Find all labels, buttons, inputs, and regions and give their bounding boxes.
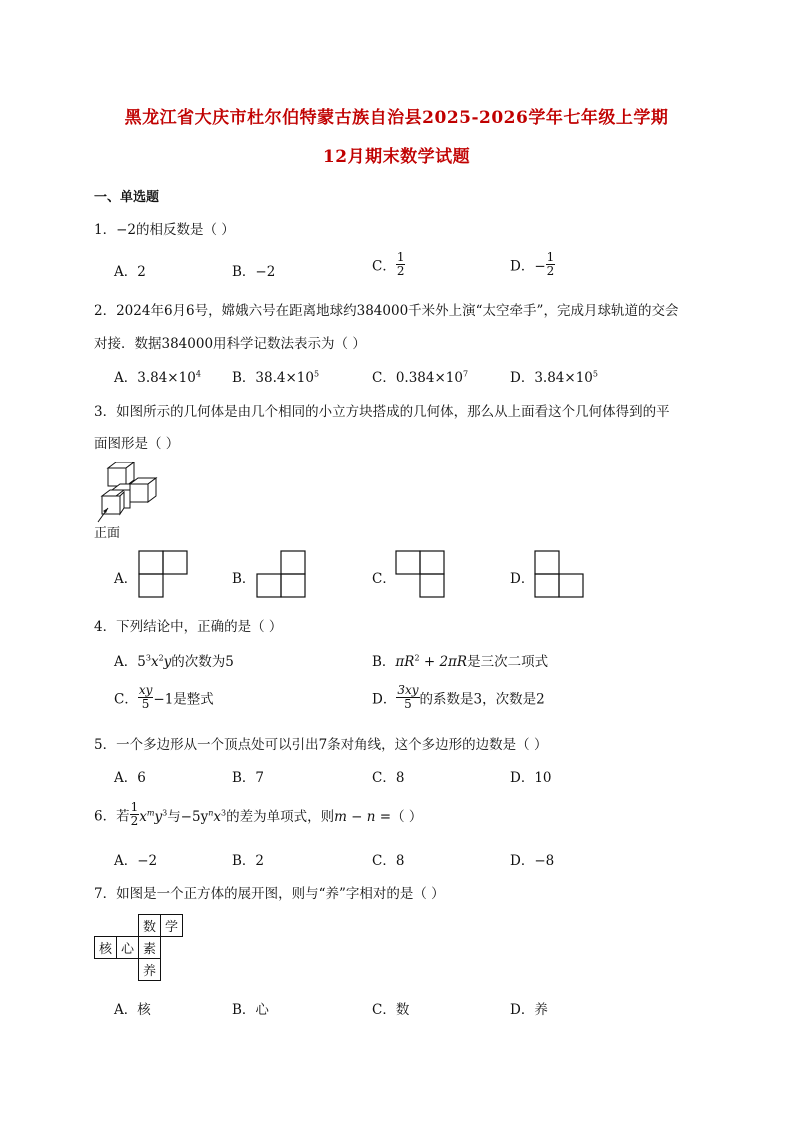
q4-option-a[interactable] xyxy=(114,650,234,670)
q2-option-a-text: A．3.84×10 xyxy=(114,370,196,386)
q4-a-exp: 3 xyxy=(145,653,151,663)
question-2-line2: 对接．数据384000用科学记数法表示为（ ） xyxy=(94,336,366,352)
q3-option-d[interactable]: D． xyxy=(510,571,535,587)
q2-option-b-text: B．38.4×10 xyxy=(232,370,314,386)
q1-option-a[interactable]: A．2 xyxy=(114,264,146,280)
q4-option-a-label: A． xyxy=(114,654,138,670)
q6-exp-3: 3 xyxy=(162,808,168,817)
q6-tail: 的差为单项式，则 xyxy=(226,808,335,825)
q6-x: x xyxy=(139,808,147,825)
q4-c-fraction xyxy=(138,684,154,711)
q1-option-c[interactable] xyxy=(372,251,405,278)
fraction-numerator: 1 xyxy=(130,800,139,814)
fraction-denominator: 5 xyxy=(404,697,412,711)
q6-exp-3b: 3 xyxy=(221,808,227,817)
q4-a-tail: 的次数为5 xyxy=(171,654,234,670)
q2-option-c[interactable] xyxy=(372,366,468,386)
q6-option-c[interactable]: C．8 xyxy=(372,853,405,869)
q4-b-term2: + 2πR xyxy=(419,654,468,670)
q4-option-c-label: C． xyxy=(114,691,138,708)
q5-option-d[interactable]: D．10 xyxy=(510,770,552,786)
front-label: 正面 xyxy=(94,526,121,541)
q2-option-a-exponent: 4 xyxy=(195,369,201,379)
q3-option-d-figure xyxy=(534,550,584,598)
q2-option-d-exponent: 5 xyxy=(592,369,598,379)
q6-option-b[interactable]: B．2 xyxy=(232,853,265,869)
q4-option-d[interactable] xyxy=(372,684,545,711)
q6-expr: m − n = xyxy=(334,808,392,825)
fraction-numerator: xy xyxy=(138,683,153,697)
q1-option-d[interactable] xyxy=(510,251,555,278)
q2-option-d-text: D．3.84×10 xyxy=(510,370,593,386)
question-7-stem: 7．如图是一个正方体的展开图，则与“养”字相对的是（ ） xyxy=(94,886,445,902)
question-6-stem xyxy=(94,801,422,828)
q1-option-c-fraction xyxy=(396,251,406,278)
q4-option-b-label: B． xyxy=(372,654,396,670)
q7-option-d[interactable]: D．养 xyxy=(510,1002,548,1018)
q3-option-c-figure xyxy=(395,550,445,598)
q1-option-d-label: D．− xyxy=(510,258,546,275)
q1-option-d-fraction xyxy=(546,251,556,278)
question-3-line2: 面图形是（ ） xyxy=(94,436,180,452)
q3-option-b-figure xyxy=(256,550,306,598)
section-heading: 一、单选题 xyxy=(94,190,160,205)
question-5-stem: 5．一个多边形从一个顶点处可以引出7条对角线，这个多边形的边数是（ ） xyxy=(94,737,548,753)
q4-a-exp2: 2 xyxy=(158,653,164,663)
net-cell: 养 xyxy=(139,959,161,981)
fraction-numerator: 3xy xyxy=(397,683,419,697)
q5-option-a[interactable]: A．6 xyxy=(114,770,146,786)
q1-option-c-label: C． xyxy=(372,258,396,275)
fraction-denominator: 2 xyxy=(396,264,405,278)
q6-exp-m: m xyxy=(146,808,155,817)
q3-option-a-figure xyxy=(138,550,188,598)
q4-c-tail: −1是整式 xyxy=(153,691,214,708)
q6-fraction xyxy=(130,801,140,828)
q6-mid: 与−5y xyxy=(167,808,209,825)
q6-x2: x xyxy=(213,808,221,825)
q4-option-b[interactable] xyxy=(372,650,548,670)
q7-option-a[interactable]: A．核 xyxy=(114,1002,151,1018)
q6-option-d[interactable]: D．−8 xyxy=(510,853,555,869)
question-4-stem: 4．下列结论中，正确的是（ ） xyxy=(94,619,283,635)
q4-a-x: x xyxy=(150,654,159,670)
q2-option-c-text: C．0.384×10 xyxy=(372,370,463,386)
q4-option-c[interactable] xyxy=(114,684,214,711)
q4-b-exp: 2 xyxy=(414,653,420,663)
net-cell: 核 xyxy=(95,937,117,959)
q1-option-b[interactable]: B．−2 xyxy=(232,264,276,280)
net-cell: 数 xyxy=(139,915,161,937)
q6-y: y xyxy=(154,808,163,825)
q6-end: （ ） xyxy=(391,808,423,825)
q4-d-fraction xyxy=(396,684,419,711)
net-cell: 学 xyxy=(161,915,183,937)
q4-b-tail: 是三次二项式 xyxy=(467,654,549,670)
cube-net xyxy=(94,914,183,981)
q3-cube-figure xyxy=(94,462,164,524)
q4-b-term1: πR xyxy=(395,654,415,670)
net-cell: 素 xyxy=(139,937,161,959)
fraction-numerator: 1 xyxy=(396,250,405,264)
q4-a-coef: 5 xyxy=(137,654,146,670)
q3-option-c[interactable]: C． xyxy=(372,571,396,587)
q2-option-b-exponent: 5 xyxy=(313,369,320,379)
page-title-line1: 黑龙江省大庆市杜尔伯特蒙古族自治县2025-2026学年七年级上学期 xyxy=(124,108,669,128)
q4-option-d-label: D． xyxy=(372,691,397,708)
q5-option-c[interactable]: C．8 xyxy=(372,770,405,786)
question-2-line1: 2．2024年6月6号，嫦娥六号在距离地球约384000千米外上演“太空牵手”，完成月球轨道的交会 xyxy=(94,303,679,319)
question-1-stem: 1．−2的相反数是（ ） xyxy=(94,222,235,238)
fraction-denominator: 2 xyxy=(130,814,139,828)
question-3-line1: 3．如图所示的几何体是由几个相同的小立方块搭成的几何体，那么从上面看这个几何体得到的平 xyxy=(94,404,670,420)
q4-a-y: y xyxy=(163,654,172,670)
q5-option-b[interactable]: B．7 xyxy=(232,770,265,786)
fraction-numerator: 1 xyxy=(546,250,555,264)
q6-exp-n: n xyxy=(208,808,214,817)
q2-option-a[interactable] xyxy=(114,366,201,386)
q2-option-c-exponent: 7 xyxy=(462,369,469,379)
q7-option-c[interactable]: C．数 xyxy=(372,1002,410,1018)
fraction-denominator: 5 xyxy=(141,697,150,711)
q6-prefix: 6．若 xyxy=(94,808,130,825)
q3-option-b[interactable]: B． xyxy=(232,571,256,587)
net-cell: 心 xyxy=(117,937,139,959)
q2-option-b[interactable] xyxy=(232,366,319,386)
page-title-line2: 12月期末数学试题 xyxy=(322,147,471,167)
q6-option-a[interactable]: A．−2 xyxy=(114,853,158,869)
fraction-denominator: 2 xyxy=(546,264,555,278)
q7-option-b[interactable]: B．心 xyxy=(232,1002,269,1018)
q4-d-tail: 的系数是3，次数是2 xyxy=(419,691,545,708)
q2-option-d[interactable] xyxy=(510,366,598,386)
q3-option-a[interactable]: A． xyxy=(114,571,138,587)
